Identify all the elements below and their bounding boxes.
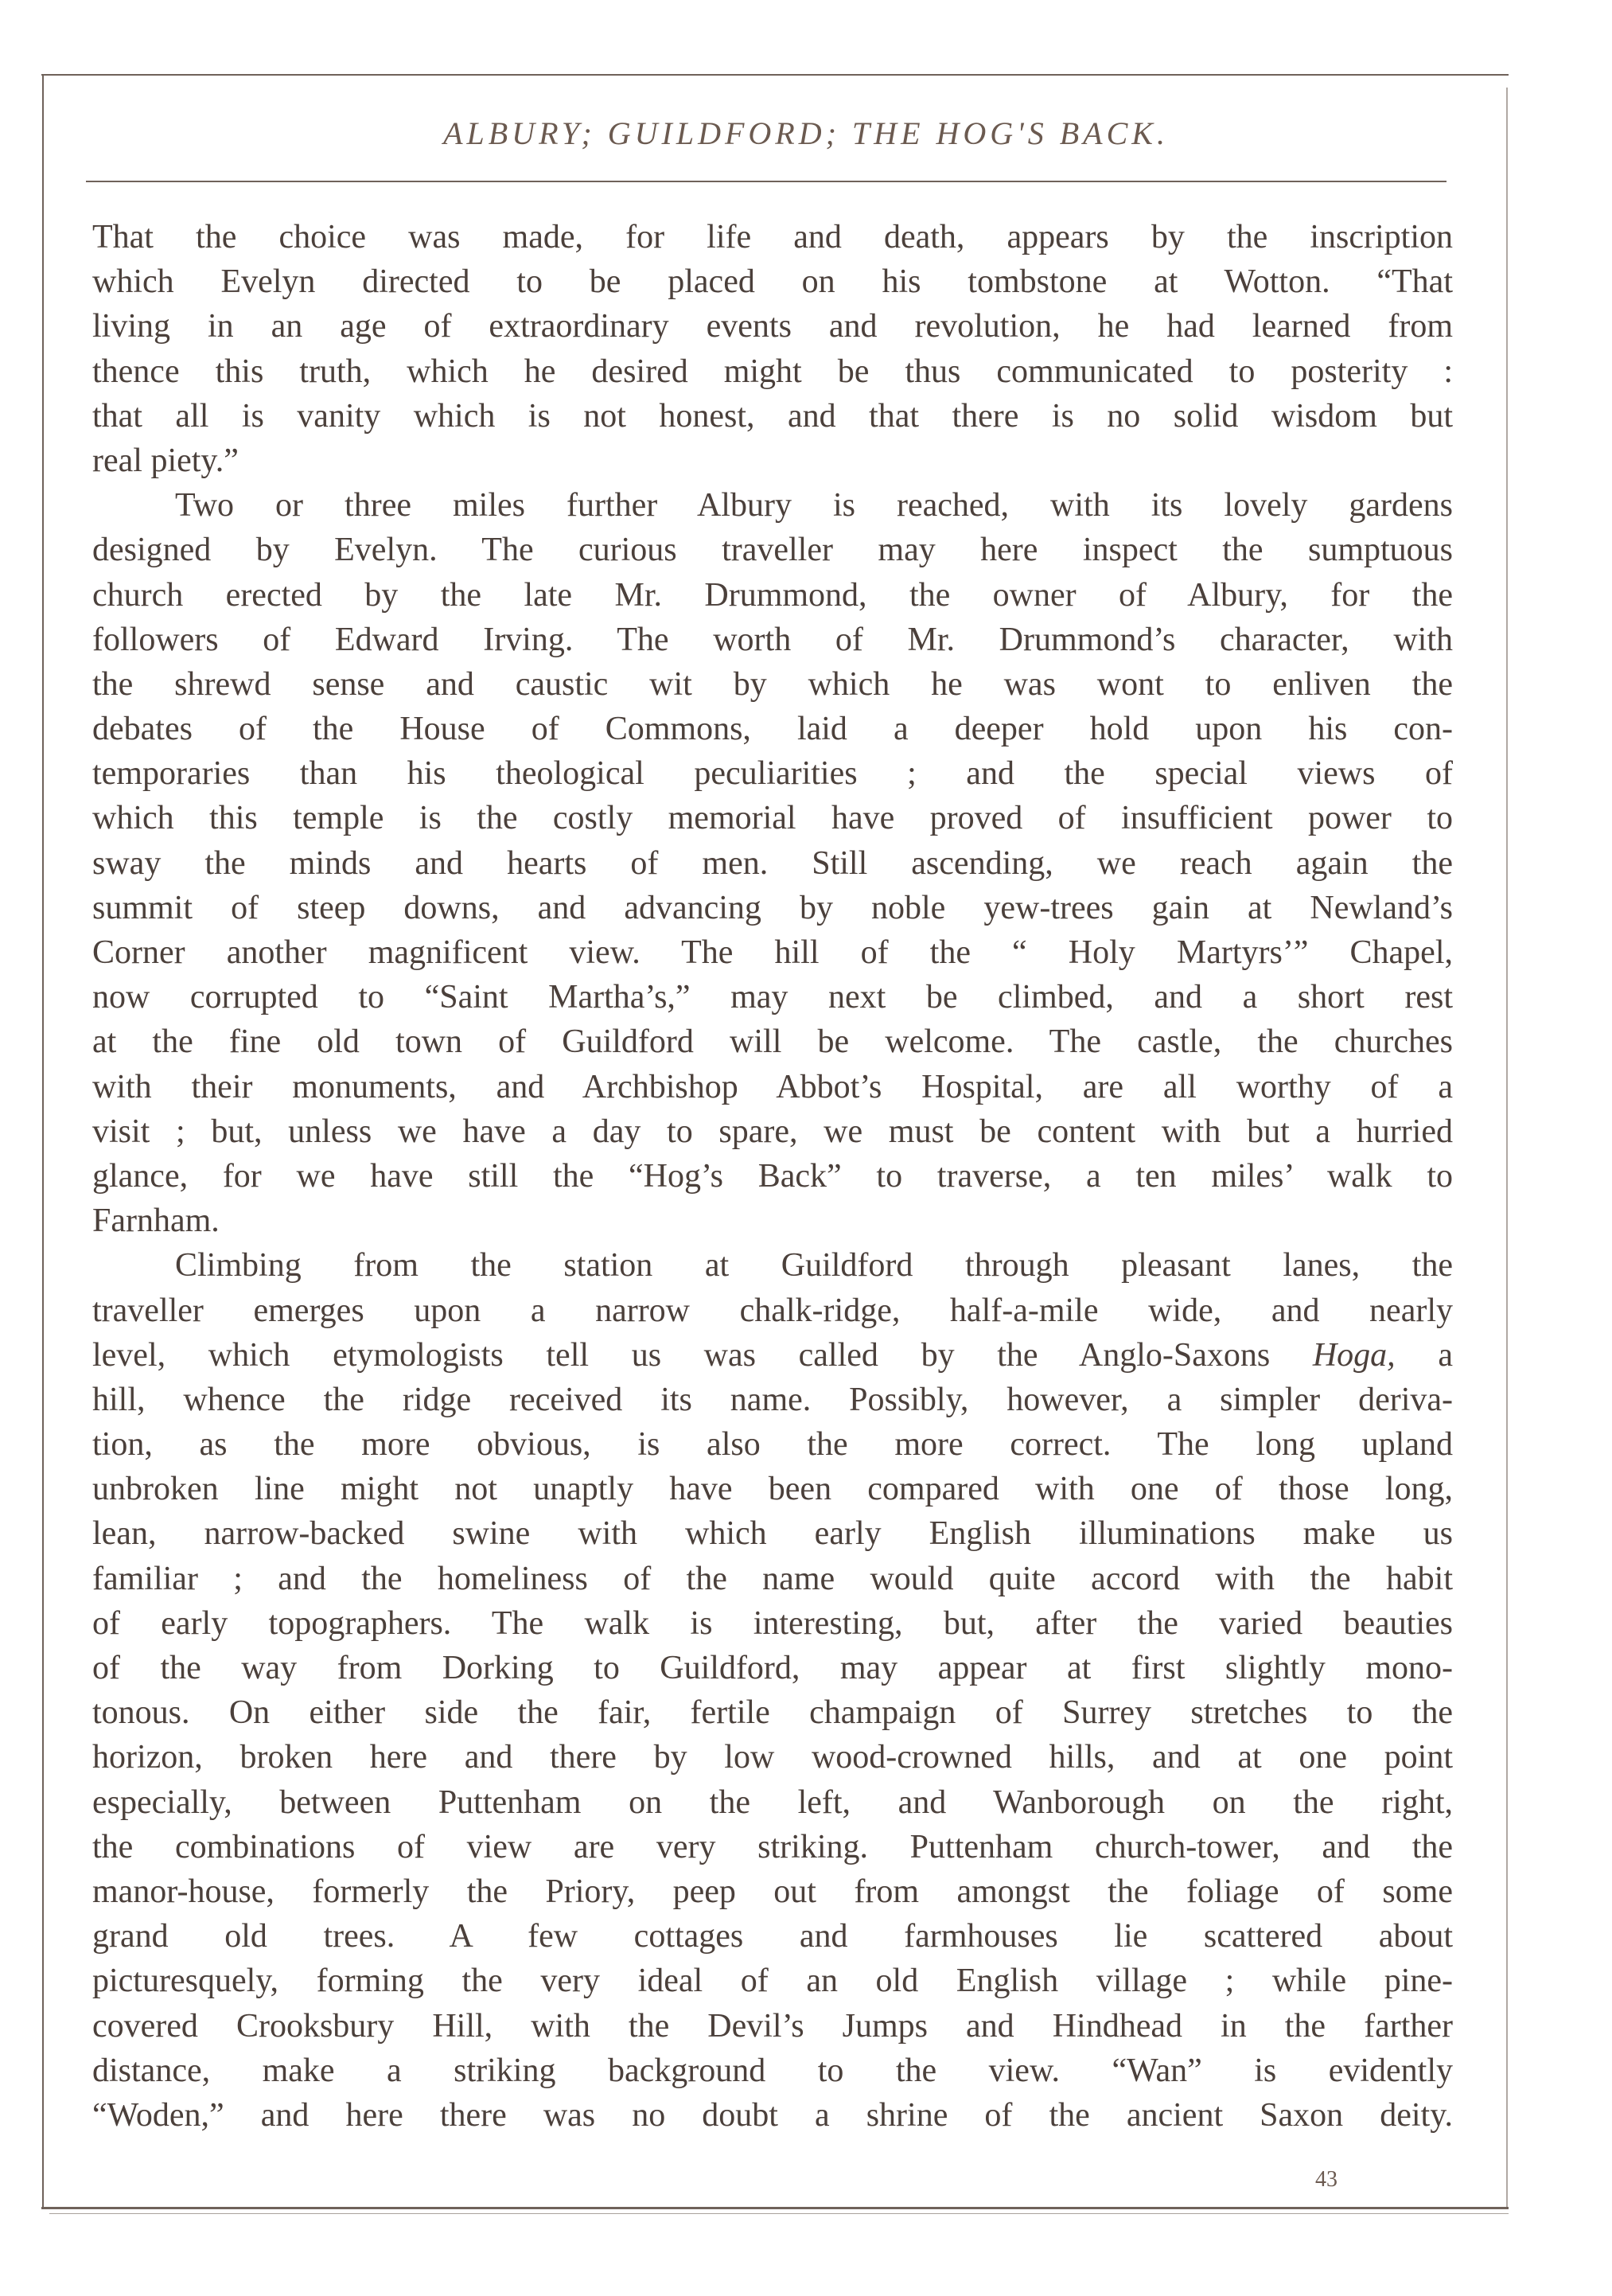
text-line: distance, make a striking background to the view. “Wan” is evidently — [92, 2052, 1453, 2089]
running-head: ALBURY; GUILDFORD; THE HOG'S BACK. — [443, 115, 1169, 151]
text-line: temporaries than his theological peculiarities ; and the special views of — [92, 755, 1453, 793]
text-segment: a — [1395, 1336, 1453, 1374]
text-line: followers of Edward Irving. The worth of Mr. Drummond’s character, with — [92, 621, 1453, 658]
text-line: summit of steep downs, and advancing by noble yew-trees gain at Newland’s — [92, 889, 1453, 926]
bottom-border-rule — [41, 2207, 1509, 2209]
text-line: glance, for we have still the “Hog’s Back” to traverse, a ten miles’ walk to — [92, 1157, 1453, 1195]
text-line: visit ; but, unless we have a day to spare, we must be content with but a hurried — [92, 1113, 1453, 1150]
left-border-rule — [42, 74, 44, 2208]
text-line: thence this truth, which he desired might be thus communicated to posterity : — [92, 353, 1453, 390]
text-line: that all is vanity which is not honest, and that there is no solid wisdom but — [92, 397, 1453, 435]
text-line: living in an age of extraordinary events and revolution, he had learned from — [92, 308, 1453, 345]
top-border-rule — [41, 74, 1509, 76]
text-line: horizon, broken here and there by low wood-crowned hills, and at one point — [92, 1739, 1453, 1776]
header-rule — [86, 181, 1447, 182]
text-line: the combinations of view are very striking. Puttenham church-tower, and the — [92, 1828, 1453, 1865]
text-line: with their monuments, and Archbishop Abbot’s Hospital, are all worthy of a — [92, 1068, 1453, 1105]
italic-term: Hoga, — [1312, 1336, 1396, 1374]
text-line: “Woden,” and here there was no doubt a shrine of the ancient Saxon deity. — [92, 2096, 1453, 2134]
text-line: grand old trees. A few cottages and farmhouses lie scattered about — [92, 1918, 1453, 1955]
text-line: Two or three miles further Albury is reached, with its lovely gardens — [175, 487, 1453, 524]
text-line: sway the minds and hearts of men. Still ascending, we reach again the — [92, 844, 1453, 882]
text-line: real piety.” — [92, 442, 239, 479]
text-line: church erected by the late Mr. Drummond, the owner of Albury, for the — [92, 576, 1453, 614]
text-line: tion, as the more obvious, is also the more correct. The long upland — [92, 1426, 1453, 1464]
text-line: Farnham. — [92, 1203, 220, 1240]
text-line: Corner another magnificent view. The hill of the “ Holy Martyrs’” Chapel, — [92, 934, 1453, 971]
text-line: covered Crooksbury Hill, with the Devil’s Jumps and Hindhead in the farther — [92, 2007, 1453, 2045]
text-line: That the choice was made, for life and death, appears by the inscription — [92, 219, 1453, 255]
text-line: manor-house, formerly the Priory, peep out from amongst the foliage of some — [92, 1873, 1453, 1910]
text-line: Climbing from the station at Guildford through pleasant lanes, the — [175, 1247, 1453, 1284]
text-line: now corrupted to “Saint Martha’s,” may next be climbed, and a short rest — [92, 979, 1453, 1016]
bottom-border-rule-secondary — [49, 2213, 1509, 2214]
text-line-with-italic — [92, 1333, 1453, 1378]
text-line: hill, whence the ridge received its name. Possibly, however, a simpler deriva- — [92, 1381, 1453, 1418]
text-line: debates of the House of Commons, laid a deeper hold upon his con- — [92, 711, 1453, 748]
body-text — [92, 215, 1453, 2138]
text-line: which this temple is the costly memorial have proved of insufficient power to — [92, 800, 1453, 837]
page-number: 43 — [1315, 2167, 1337, 2192]
text-line: of early topographers. The walk is interesting, but, after the varied beauties — [92, 1604, 1453, 1642]
text-line: at the fine old town of Guildford will be welcome. The castle, the churches — [92, 1023, 1453, 1061]
text-line: of the way from Dorking to Guildford, may appear at first slightly mono- — [92, 1650, 1453, 1686]
text-line: unbroken line might not unaptly have been compared with one of those long, — [92, 1471, 1453, 1508]
text-line: lean, narrow-backed swine with which early English illuminations make us — [92, 1515, 1453, 1553]
right-border-rule — [1506, 88, 1508, 2207]
text-line: familiar ; and the homeliness of the name would quite accord with the habit — [92, 1560, 1453, 1597]
text-line: the shrewd sense and caustic wit by which he was wont to enliven the — [92, 665, 1453, 703]
text-line: which Evelyn directed to be placed on his tombstone at Wotton. “That — [92, 263, 1453, 301]
text-line: especially, between Puttenham on the left, and Wanborough on the right, — [92, 1783, 1453, 1821]
text-line: picturesquely, forming the very ideal of an old English village ; while pine- — [92, 1963, 1453, 2000]
text-line: designed by Evelyn. The curious traveller may here inspect the sumptuous — [92, 532, 1453, 569]
text-line: tonous. On either side the fair, fertile champaign of Surrey stretches to the — [92, 1694, 1453, 1732]
text-segment: level, which etymologists tell us was called by the Anglo-Saxons — [92, 1336, 1313, 1374]
text-line: traveller emerges upon a narrow chalk-ridge, half-a-mile wide, and nearly — [92, 1292, 1453, 1329]
